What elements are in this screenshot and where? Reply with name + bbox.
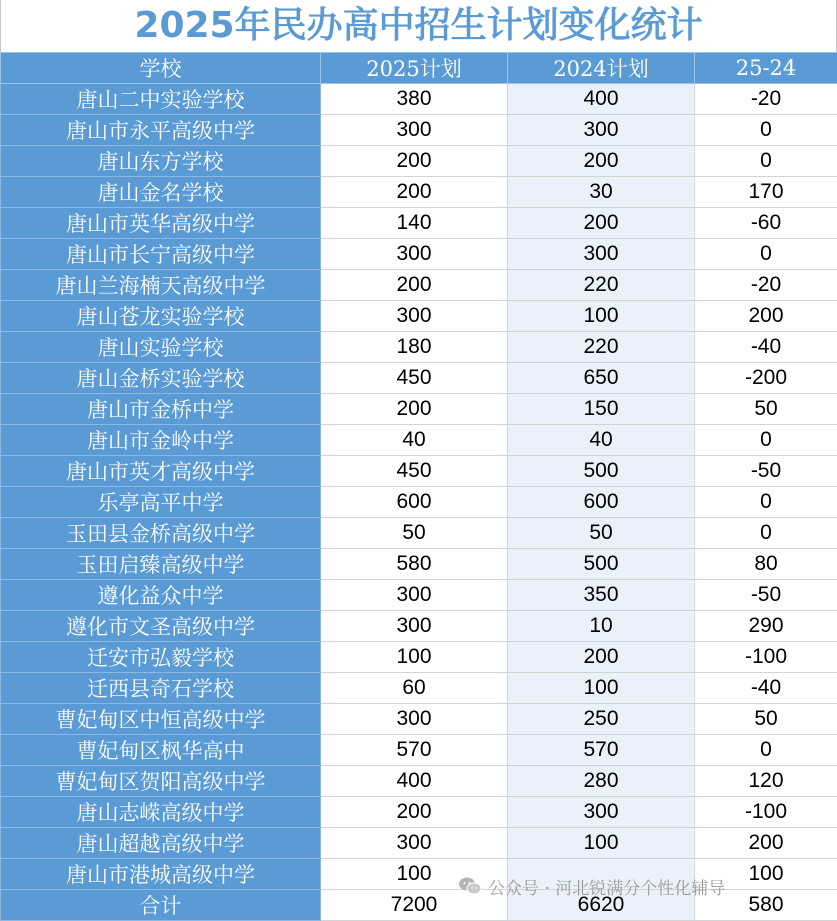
cell-plan-2024[interactable]: 100	[508, 673, 695, 704]
cell-plan-2024[interactable]: 150	[508, 394, 695, 425]
cell-plan-2024[interactable]: 300	[508, 115, 695, 146]
cell-plan-2025[interactable]: 450	[321, 363, 508, 394]
table-row	[1, 518, 837, 549]
cell-diff[interactable]: -50	[695, 456, 837, 487]
cell-plan-2024[interactable]: 600	[508, 487, 695, 518]
table-row	[1, 797, 837, 828]
table-row	[1, 425, 837, 456]
cell-school[interactable]: 唐山市金岭中学	[1, 425, 321, 456]
cell-plan-2025[interactable]: 300	[321, 704, 508, 735]
cell-school[interactable]: 唐山超越高级中学	[1, 828, 321, 859]
cell-plan-2025[interactable]: 180	[321, 332, 508, 363]
cell-school[interactable]: 唐山市永平高级中学	[1, 115, 321, 146]
cell-diff[interactable]: 50	[695, 704, 837, 735]
cell-plan-2024[interactable]: 650	[508, 363, 695, 394]
cell-plan-2024[interactable]: 200	[508, 208, 695, 239]
cell-plan-2024[interactable]: 300	[508, 239, 695, 270]
cell-school[interactable]: 唐山苍龙实验学校	[1, 301, 321, 332]
table-row	[1, 611, 837, 642]
cell-diff[interactable]: 0	[695, 146, 837, 177]
cell-plan-2024[interactable]: 220	[508, 270, 695, 301]
cell-diff[interactable]: -40	[695, 673, 837, 704]
cell-school[interactable]: 唐山市港城高级中学	[1, 859, 321, 890]
cell-plan-2025[interactable]: 60	[321, 673, 508, 704]
table-row	[1, 487, 837, 518]
cell-plan-2024[interactable]: 570	[508, 735, 695, 766]
cell-diff[interactable]: 120	[695, 766, 837, 797]
table-row	[1, 301, 837, 332]
cell-plan-2024[interactable]: 40	[508, 425, 695, 456]
table-row	[1, 456, 837, 487]
cell-diff[interactable]: -100	[695, 797, 837, 828]
cell-plan-2025[interactable]: 100	[321, 642, 508, 673]
cell-plan-2025[interactable]: 570	[321, 735, 508, 766]
cell-school[interactable]: 玉田启臻高级中学	[1, 549, 321, 580]
cell-school[interactable]: 唐山市英华高级中学	[1, 208, 321, 239]
cell-plan-2024[interactable]: 500	[508, 456, 695, 487]
cell-school[interactable]: 遵化益众中学	[1, 580, 321, 611]
table-row	[1, 859, 837, 890]
cell-diff[interactable]: 200	[695, 301, 837, 332]
table-row	[1, 363, 837, 394]
cell-diff[interactable]: 0	[695, 115, 837, 146]
cell-plan-2025[interactable]: 100	[321, 859, 508, 890]
cell-school[interactable]: 迁安市弘毅学校	[1, 642, 321, 673]
table-row	[1, 270, 837, 301]
cell-plan-2024[interactable]: 200	[508, 642, 695, 673]
cell-plan-2025[interactable]: 200	[321, 797, 508, 828]
table-row	[1, 84, 837, 115]
cell-school[interactable]: 唐山兰海楠天高级中学	[1, 270, 321, 301]
watermark-text: 公众号 · 河北锐满分个性化辅导	[488, 874, 725, 899]
cell-plan-2024[interactable]: 10	[508, 611, 695, 642]
table-row	[1, 394, 837, 425]
cell-plan-2024[interactable]	[508, 859, 695, 890]
cell-school[interactable]: 合计	[1, 890, 321, 921]
cell-diff[interactable]: 80	[695, 549, 837, 580]
cell-diff[interactable]: -50	[695, 580, 837, 611]
cell-plan-2024[interactable]: 30	[508, 177, 695, 208]
cell-plan-2025[interactable]: 300	[321, 239, 508, 270]
cell-diff[interactable]: 0	[695, 487, 837, 518]
cell-school[interactable]: 唐山市英才高级中学	[1, 456, 321, 487]
total-row	[1, 890, 837, 921]
cell-school[interactable]: 乐亭高平中学	[1, 487, 321, 518]
cell-plan-2025[interactable]: 140	[321, 208, 508, 239]
table-row	[1, 766, 837, 797]
cell-plan-2024[interactable]: 280	[508, 766, 695, 797]
cell-school[interactable]: 玉田县金桥高级中学	[1, 518, 321, 549]
cell-plan-2024[interactable]: 100	[508, 301, 695, 332]
cell-plan-2024[interactable]: 6620	[508, 890, 695, 921]
cell-diff[interactable]: -20	[695, 84, 837, 115]
cell-plan-2025[interactable]: 200	[321, 394, 508, 425]
cell-school[interactable]: 曹妃甸区中恒高级中学	[1, 704, 321, 735]
table-row	[1, 580, 837, 611]
header-school[interactable]: 学校	[1, 53, 321, 84]
cell-school[interactable]: 唐山东方学校	[1, 146, 321, 177]
table-row	[1, 208, 837, 239]
cell-diff[interactable]: -200	[695, 363, 837, 394]
table-row	[1, 239, 837, 270]
cell-school[interactable]: 唐山金桥实验学校	[1, 363, 321, 394]
table-row	[1, 549, 837, 580]
table-row	[1, 673, 837, 704]
header-diff[interactable]: 25-24	[695, 53, 837, 84]
cell-diff[interactable]: -100	[695, 642, 837, 673]
page-title: 2025年民办高中招生计划变化统计	[0, 0, 837, 52]
cell-plan-2024[interactable]: 100	[508, 828, 695, 859]
table-body	[1, 84, 837, 921]
cell-diff[interactable]: 0	[695, 518, 837, 549]
cell-plan-2024[interactable]: 350	[508, 580, 695, 611]
cell-plan-2025[interactable]: 380	[321, 84, 508, 115]
cell-school[interactable]: 遵化市文圣高级中学	[1, 611, 321, 642]
table-row	[1, 735, 837, 766]
header-row	[1, 53, 837, 84]
cell-school[interactable]: 唐山二中实验学校	[1, 84, 321, 115]
cell-diff[interactable]: 170	[695, 177, 837, 208]
cell-plan-2025[interactable]: 600	[321, 487, 508, 518]
cell-diff[interactable]: 290	[695, 611, 837, 642]
cell-school[interactable]: 曹妃甸区枫华高中	[1, 735, 321, 766]
header-plan-2025[interactable]: 2025计划	[321, 53, 508, 84]
cell-diff[interactable]: 0	[695, 425, 837, 456]
table-row	[1, 332, 837, 363]
cell-school[interactable]: 曹妃甸区贺阳高级中学	[1, 766, 321, 797]
cell-plan-2025[interactable]: 580	[321, 549, 508, 580]
cell-school[interactable]: 迁西县奇石学校	[1, 673, 321, 704]
cell-plan-2025[interactable]: 300	[321, 611, 508, 642]
cell-plan-2024[interactable]: 250	[508, 704, 695, 735]
table-row	[1, 642, 837, 673]
cell-school[interactable]: 唐山市金桥中学	[1, 394, 321, 425]
cell-school[interactable]: 唐山实验学校	[1, 332, 321, 363]
cell-plan-2025[interactable]: 300	[321, 580, 508, 611]
cell-diff[interactable]: 50	[695, 394, 837, 425]
cell-plan-2025[interactable]: 200	[321, 146, 508, 177]
enrollment-table	[0, 52, 837, 921]
cell-plan-2025[interactable]: 300	[321, 115, 508, 146]
cell-plan-2025[interactable]: 300	[321, 301, 508, 332]
cell-school[interactable]: 唐山市长宁高级中学	[1, 239, 321, 270]
cell-plan-2025[interactable]: 40	[321, 425, 508, 456]
cell-plan-2025[interactable]: 400	[321, 766, 508, 797]
cell-plan-2025[interactable]: 50	[321, 518, 508, 549]
cell-plan-2024[interactable]: 50	[508, 518, 695, 549]
header-plan-2024[interactable]: 2024计划	[508, 53, 695, 84]
cell-diff[interactable]: 0	[695, 239, 837, 270]
cell-plan-2025[interactable]: 7200	[321, 890, 508, 921]
cell-plan-2024[interactable]: 500	[508, 549, 695, 580]
cell-diff[interactable]: 100	[695, 859, 837, 890]
cell-school[interactable]: 唐山志嵘高级中学	[1, 797, 321, 828]
table-row	[1, 115, 837, 146]
cell-plan-2024[interactable]: 300	[508, 797, 695, 828]
cell-plan-2024[interactable]: 200	[508, 146, 695, 177]
table-row	[1, 146, 837, 177]
cell-plan-2025[interactable]: 200	[321, 177, 508, 208]
cell-diff[interactable]: -20	[695, 270, 837, 301]
cell-diff[interactable]: -60	[695, 208, 837, 239]
cell-diff[interactable]: 0	[695, 735, 837, 766]
cell-plan-2025[interactable]: 300	[321, 828, 508, 859]
cell-plan-2025[interactable]: 200	[321, 270, 508, 301]
table-row	[1, 177, 837, 208]
cell-diff[interactable]: -40	[695, 332, 837, 363]
cell-plan-2025[interactable]: 450	[321, 456, 508, 487]
cell-plan-2024[interactable]: 220	[508, 332, 695, 363]
table-row	[1, 828, 837, 859]
cell-diff[interactable]: 580	[695, 890, 837, 921]
cell-diff[interactable]: 200	[695, 828, 837, 859]
cell-school[interactable]: 唐山金名学校	[1, 177, 321, 208]
cell-plan-2024[interactable]: 400	[508, 84, 695, 115]
table-row	[1, 704, 837, 735]
